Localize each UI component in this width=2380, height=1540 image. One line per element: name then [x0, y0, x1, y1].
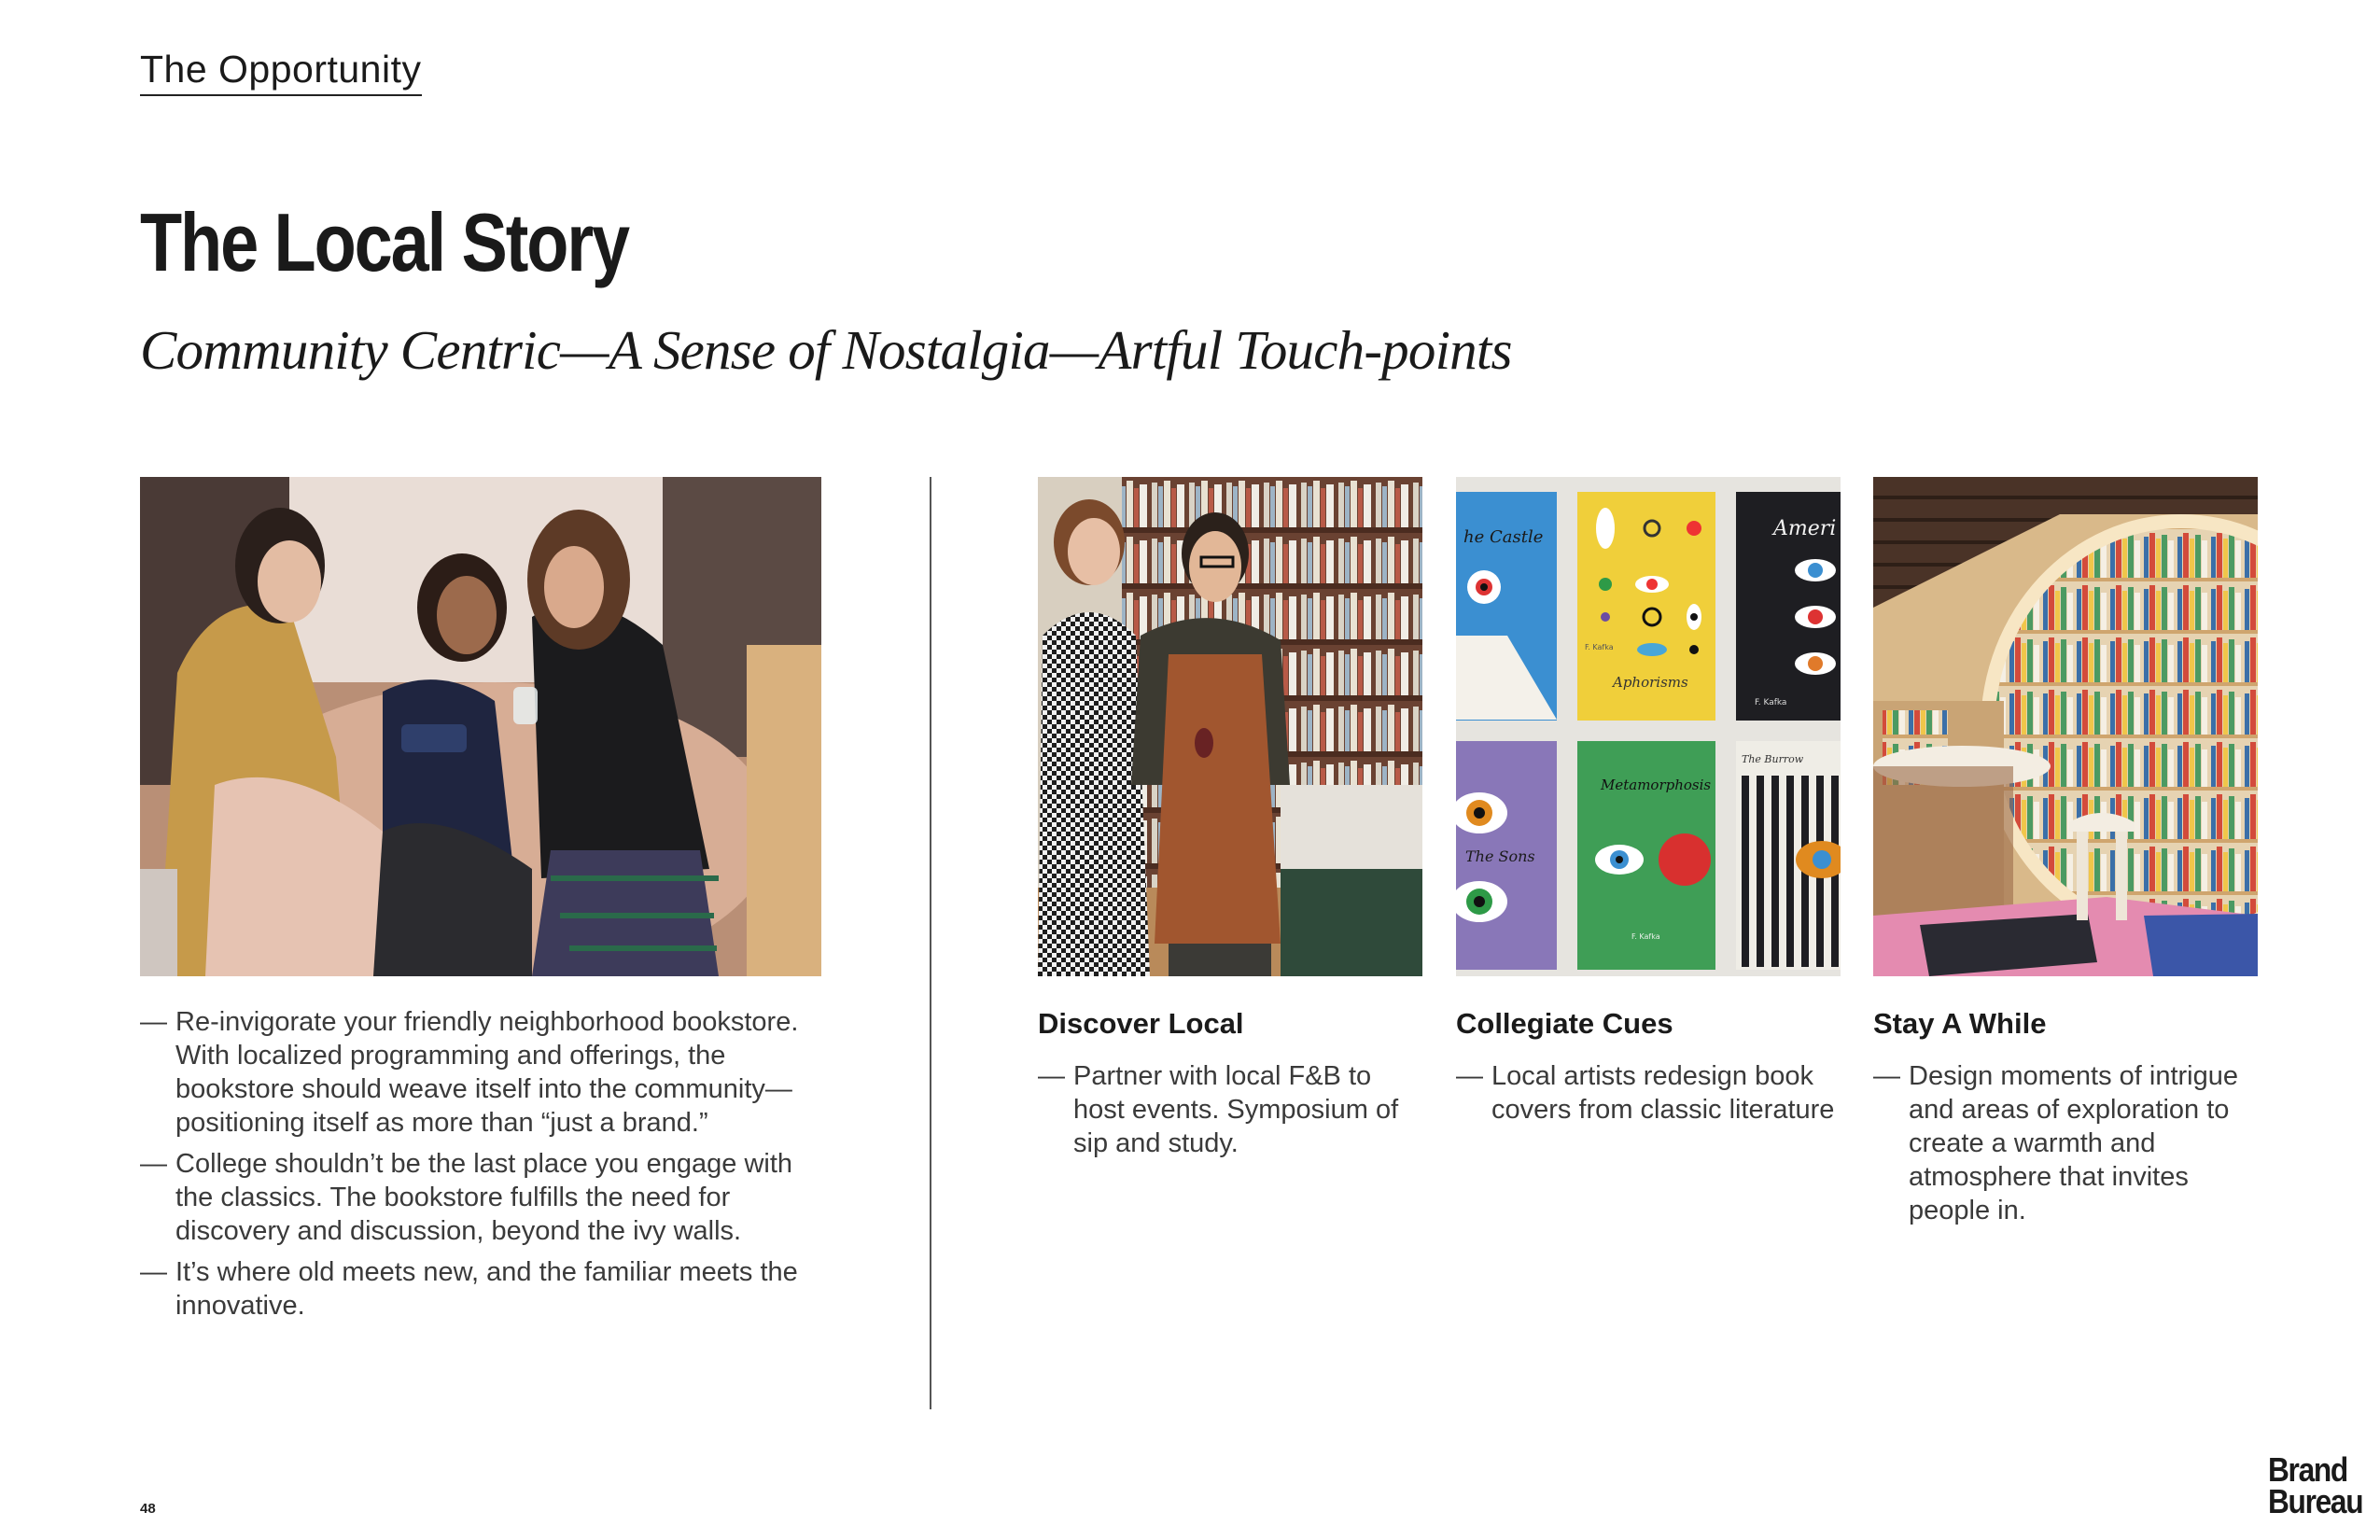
page-title: The Local Story — [140, 196, 629, 288]
cover-metamorphosis-title: Metamorphosis — [1601, 777, 1712, 793]
cover-aphorisms-title: Aphorisms — [1613, 674, 1688, 691]
collegiate-cues-photo — [1456, 477, 1841, 976]
collegiate-cues-bullets — [1456, 1059, 1841, 1127]
logo-line-bureau: Bureau — [2268, 1482, 2363, 1520]
column-bullet: — Partner with local F&B to host events. Symposium of sip and study. — [1038, 1059, 1422, 1160]
stay-a-while-bullets — [1873, 1059, 2247, 1227]
discover-local-photo — [1038, 477, 1422, 976]
cover-aphorisms-author: F. Kafka — [1585, 643, 1614, 651]
cover-castle-title: he Castle — [1463, 527, 1544, 547]
page-subtitle: Community Centric—A Sense of Nostalgia—Artful Touch-points — [140, 319, 1512, 381]
community-event-photo — [140, 477, 821, 976]
column-divider — [930, 477, 931, 1409]
cover-metamorphosis-author: F. Kafka — [1631, 932, 1660, 941]
brand-bureau-logo — [2268, 1450, 2363, 1520]
main-bullet: — College shouldn’t be the last place you engage with the classics. The bookstore fulfills the need for discovery and discussion, beyond the ivy walls. — [140, 1147, 812, 1248]
main-bullet: — It’s where old meets new, and the familiar meets the innovative. — [140, 1255, 812, 1323]
column-bullet: — Design moments of intrigue and areas of exploration to create a warmth and atmosphere that invites people in. — [1873, 1059, 2247, 1227]
section-label: The Opportunity — [140, 47, 422, 96]
discover-local-bullets — [1038, 1059, 1422, 1160]
page-number: 48 — [140, 1501, 156, 1517]
column-title-discover-local: Discover Local — [1038, 1007, 1244, 1040]
main-bullet-list — [140, 1005, 812, 1330]
column-title-stay-a-while: Stay A While — [1873, 1007, 2047, 1040]
cover-sons-title: The Sons — [1465, 847, 1535, 865]
cover-amerika-author: F. Kafka — [1755, 698, 1787, 707]
column-bullet: — Local artists redesign book covers from classic literature — [1456, 1059, 1841, 1127]
cover-amerika-title: Ameri — [1773, 517, 1837, 540]
cover-burrow-title: The Burrow — [1742, 753, 1804, 765]
logo-line-brand: Brand — [2268, 1450, 2347, 1489]
column-title-collegiate-cues: Collegiate Cues — [1456, 1007, 1673, 1040]
stay-a-while-photo — [1873, 477, 2258, 976]
main-bullet: — Re-invigorate your friendly neighborhood bookstore. With localized programming and offerings, the bookstore should weave itself into the community—positioning itself as more than “just a brand.” — [140, 1005, 812, 1140]
